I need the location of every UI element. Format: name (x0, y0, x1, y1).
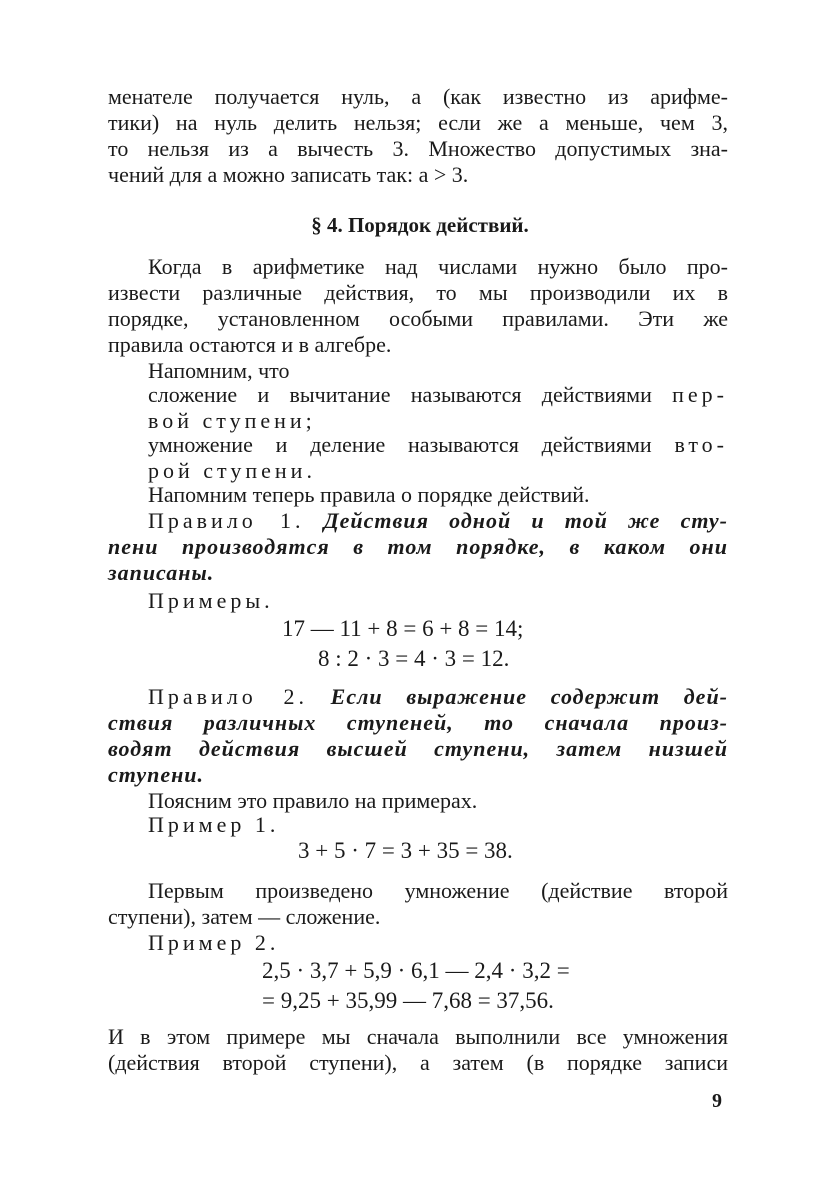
text-line (148, 382, 728, 408)
text-line: порядке, установленном особыми правилами. Эти же (108, 306, 728, 331)
text-line: И в этом примере мы сначала выполнили все умножения (108, 1024, 728, 1049)
text-line: чений для а можно записать так: а > 3. (108, 162, 469, 187)
text-fragment: сложение и вычитание называются действиями (148, 382, 652, 407)
rule-text: Если выражение содержит дей- (330, 684, 729, 709)
spaced-text: пер- (672, 382, 728, 407)
rule-text: записаны. (108, 560, 215, 585)
rule-1-line (148, 508, 728, 534)
formula: 3 + 5 · 7 = 3 + 35 = 38. (298, 838, 513, 863)
text-line: то нельзя из а вычесть 3. Множество допустимых зна- (108, 136, 728, 161)
text-line: Когда в арифметике над числами нужно было про- (148, 254, 728, 279)
text-line: извести различные действия, то мы производили их в (108, 280, 728, 305)
page-number: 9 (712, 1090, 722, 1112)
examples-label: Примеры. (148, 588, 274, 613)
rule-text: ствия различных ступеней, то сначала произ- (108, 710, 728, 735)
spaced-text: рой ступени. (148, 458, 316, 483)
text-line: правила остаются и в алгебре. (108, 332, 392, 357)
text-line: ступени), затем — сложение. (108, 904, 381, 929)
rule-text: Действия одной и той же сту- (323, 508, 728, 533)
text-line: (действия второй ступени), а затем (в порядке записи (108, 1050, 728, 1075)
text-line: тики) на нуль делить нельзя; если же а меньше, чем 3, (108, 110, 728, 135)
text-line (148, 432, 728, 458)
formula: 17 — 11 + 8 = 6 + 8 = 14; (282, 616, 524, 641)
section-heading: § 4. Порядок действий. (311, 213, 529, 237)
rule-text: ступени. (108, 762, 205, 787)
text-line: Первым произведено умножение (действие второй (148, 878, 728, 903)
rule-label: Правило 1. (148, 508, 305, 533)
spaced-text: вто- (674, 432, 729, 457)
text-line: Поясним это правило на примерах. (148, 788, 478, 813)
example-label: Пример 2. (148, 930, 280, 955)
text-line: Напомним теперь правила о порядке действий. (148, 482, 590, 507)
text-line: менателе получается нуль, а (как известно из арифме- (108, 84, 728, 109)
text-fragment: умножение и деление называются действиями (148, 432, 652, 457)
text-line: Напомним, что (148, 358, 290, 383)
formula: 8 : 2 · 3 = 4 · 3 = 12. (318, 646, 510, 671)
spaced-text: вой ступени; (148, 408, 316, 433)
rule-2-line (148, 684, 728, 710)
rule-text: пени производятся в том порядке, в каком они (108, 534, 728, 559)
formula: 2,5 · 3,7 + 5,9 · 6,1 — 2,4 · 3,2 = (262, 958, 570, 983)
rule-text: водят действия высшей ступени, затем низшей (108, 736, 728, 761)
formula: = 9,25 + 35,99 — 7,68 = 37,56. (262, 988, 554, 1013)
rule-label: Правило 2. (148, 684, 308, 709)
example-label: Пример 1. (148, 812, 280, 837)
